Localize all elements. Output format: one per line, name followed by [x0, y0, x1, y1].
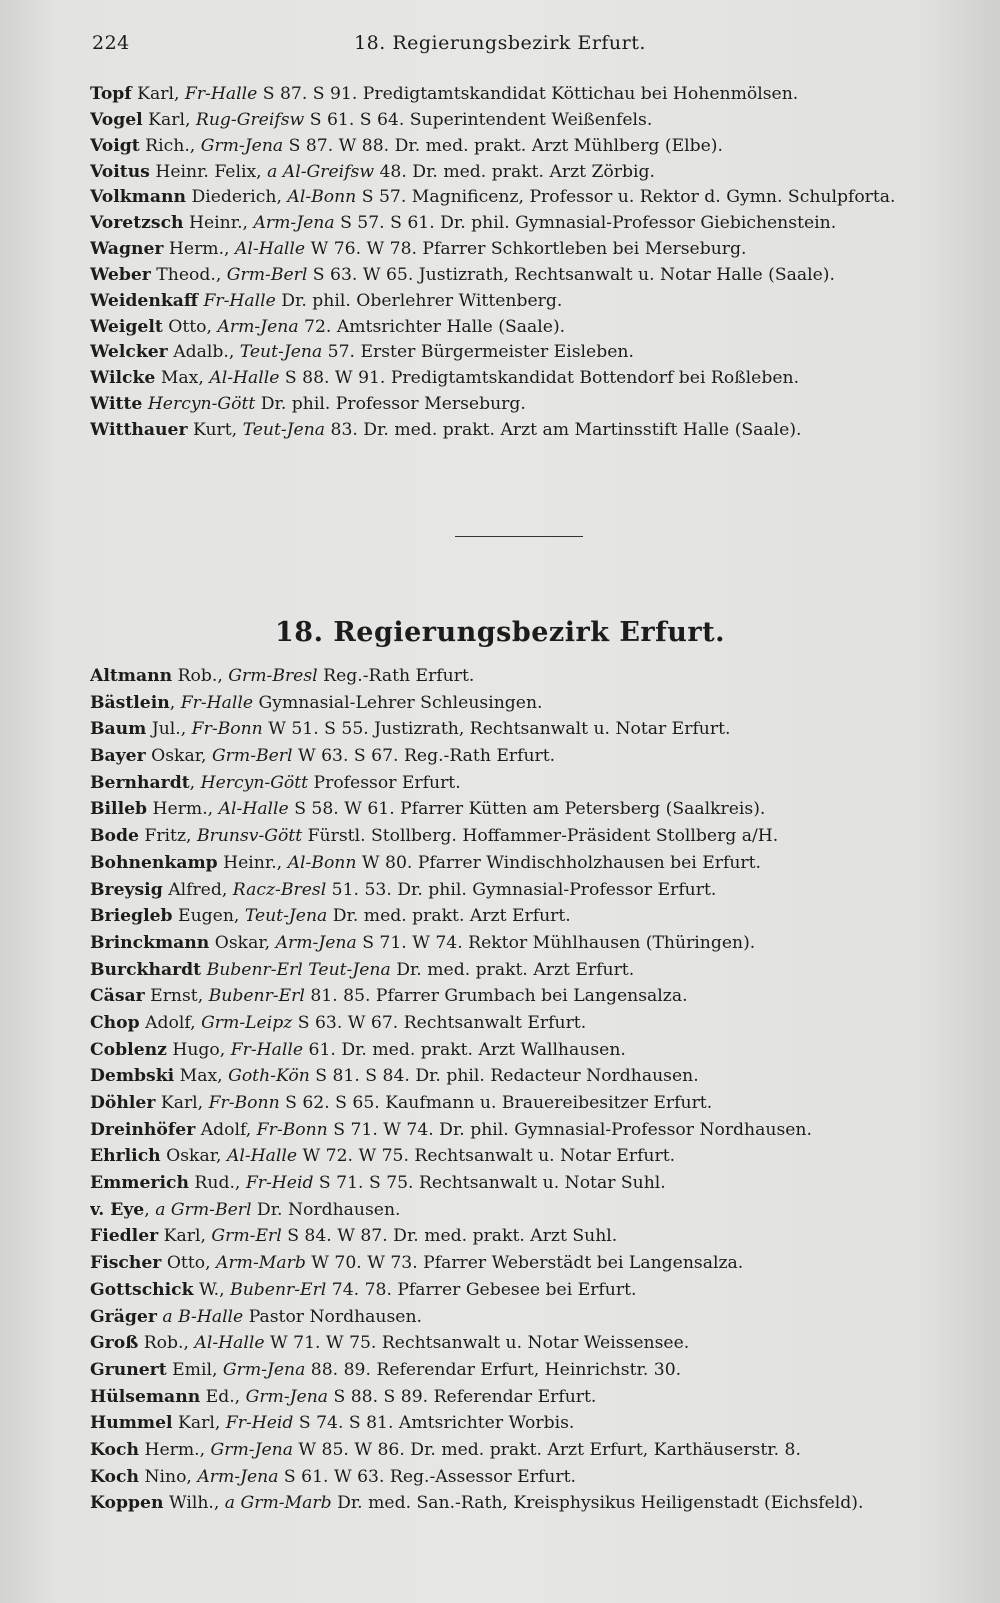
entry-given-name: Heinr. Felix,	[149, 161, 268, 182]
entry-details: 74. 78. Pfarrer Gebesee bei Erfurt.	[326, 1279, 637, 1300]
directory-entry	[90, 690, 960, 717]
entry-given-name: Rud.,	[188, 1173, 246, 1194]
directory-entry	[90, 134, 960, 160]
entry-surname: Witthauer	[90, 419, 188, 440]
entry-fraternity: Arm-Jena	[197, 1466, 279, 1487]
entry-surname: Bohnenkamp	[90, 852, 218, 873]
entry-details: S 71. W 74. Dr. phil. Gymnasial-Professor Nordhausen.	[327, 1119, 812, 1140]
entry-given-name: Rob.,	[138, 1333, 195, 1354]
entry-surname: Ehrlich	[90, 1146, 161, 1167]
entry-surname: Voigt	[90, 135, 140, 156]
entry-surname: Witte	[90, 394, 143, 415]
entry-fraternity: Al-Bonn	[287, 187, 357, 208]
entry-surname: Vogel	[90, 109, 143, 130]
directory-entry	[90, 1037, 960, 1064]
entry-details: S 88. S 89. Referendar Erfurt.	[328, 1386, 597, 1407]
entry-given-name: Otto,	[162, 316, 218, 337]
entry-surname: Gottschick	[90, 1279, 194, 1300]
entry-fraternity: a Grm-Marb	[224, 1493, 332, 1514]
entry-given-name: Adolf,	[195, 1119, 257, 1140]
entry-fraternity: Fr-Heid	[225, 1413, 294, 1434]
directory-entry	[90, 160, 960, 186]
directory-entry	[90, 716, 960, 743]
entry-details: S 88. W 91. Predigtamtskandidat Bottendorf bei Roßleben.	[279, 368, 800, 389]
directory-entry	[90, 1464, 960, 1491]
entry-given-name: ,	[144, 1199, 156, 1220]
entry-details: 88. 89. Referendar Erfurt, Heinrichstr. 30.	[305, 1359, 682, 1380]
entry-given-name: Herm.,	[139, 1439, 211, 1460]
entry-details: Fürstl. Stollberg. Hoffammer-Präsident Stollberg a/H.	[302, 826, 779, 847]
entry-details: W 80. Pfarrer Windischholzhausen bei Erfurt.	[356, 852, 762, 873]
entry-fraternity: Grm-Jena	[245, 1386, 329, 1407]
entry-details: Dr. med. San.-Rath, Kreisphysikus Heiligenstadt (Eichsfeld).	[331, 1493, 864, 1514]
entry-details: 83. Dr. med. prakt. Arzt am Martinsstift Halle (Saale).	[325, 419, 802, 440]
entry-details: S 57. S 61. Dr. phil. Gymnasial-Professor Giebichenstein.	[334, 213, 837, 234]
entry-surname: Voretzsch	[90, 213, 184, 234]
entry-surname: Breysig	[90, 879, 163, 900]
entry-fraternity: Grm-Jena	[210, 1439, 293, 1460]
entry-fraternity: Fr-Bonn	[191, 719, 263, 740]
entry-fraternity: Al-Halle	[234, 239, 306, 260]
entry-given-name: Herm.,	[147, 799, 219, 820]
entry-details: Reg.-Rath Erfurt.	[317, 666, 475, 686]
entry-surname: Weigelt	[90, 316, 163, 337]
directory-entry	[90, 850, 960, 877]
directory-entry	[90, 340, 960, 366]
directory-entry	[90, 1277, 960, 1304]
entry-surname: Groß	[90, 1333, 139, 1354]
directory-entry	[90, 108, 960, 134]
entry-given-name: Heinr.,	[183, 213, 254, 234]
entry-surname: Bayer	[90, 746, 146, 767]
entry-details: S 63. W 67. Rechtsanwalt Erfurt.	[292, 1012, 587, 1033]
entry-fraternity: Fr-Halle	[180, 692, 254, 713]
entry-given-name: Fritz,	[138, 826, 197, 847]
directory-entry	[90, 1063, 960, 1090]
entry-fraternity: Grm-Bresl	[228, 666, 318, 686]
entry-details: W 51. S 55. Justizrath, Rechtsanwalt u. Notar Erfurt.	[262, 719, 731, 740]
directory-entry	[90, 418, 960, 444]
entry-fraternity: a Al-Greifsw	[267, 161, 375, 182]
entry-details: 57. Erster Bürgermeister Eisleben.	[322, 342, 634, 363]
entry-fraternity: Al-Halle	[226, 1146, 298, 1167]
entry-fraternity: Al-Bonn	[287, 852, 357, 873]
entry-surname: Gräger	[90, 1306, 157, 1327]
entry-fraternity: Grm-Leipz	[201, 1012, 293, 1033]
entry-given-name: Alfred,	[162, 879, 233, 900]
entry-details: S 74. S 81. Amtsrichter Worbis.	[293, 1413, 575, 1434]
entry-given-name: Diederich,	[185, 187, 288, 208]
entry-details: S 81. S 84. Dr. phil. Redacteur Nordhausen.	[309, 1066, 699, 1087]
entry-surname: Billeb	[90, 799, 148, 820]
entry-fraternity: Teut-Jena	[239, 342, 323, 363]
entry-given-name: Karl,	[155, 1093, 209, 1113]
entry-given-name: Adolf,	[139, 1012, 202, 1033]
entry-given-name: Nino,	[139, 1466, 198, 1487]
entry-details: S 87. W 88. Dr. med. prakt. Arzt Mühlberg (Elbe).	[283, 135, 723, 156]
entry-given-name: Herm.,	[163, 239, 235, 260]
entry-given-name: Oskar,	[145, 746, 212, 767]
entry-surname: Emmerich	[90, 1173, 189, 1194]
entry-given-name: Eugen,	[172, 906, 245, 927]
entry-list-bottom	[90, 663, 960, 1517]
directory-entry	[90, 211, 960, 237]
entry-surname: Topf	[90, 84, 132, 104]
entry-given-name: Oskar,	[209, 932, 276, 953]
entry-fraternity: Rug-Greifsw	[195, 109, 305, 130]
entry-fraternity: Arm-Jena	[217, 316, 299, 337]
entry-surname: Bode	[90, 826, 139, 847]
entry-given-name: Hugo,	[166, 1039, 231, 1060]
entry-fraternity: Fr-Halle	[230, 1039, 304, 1060]
entry-fraternity: a Grm-Berl	[155, 1199, 252, 1220]
entry-fraternity: Arm-Marb	[216, 1253, 306, 1274]
entry-surname: Weber	[90, 264, 151, 285]
entry-fraternity: a B-Halle	[162, 1306, 244, 1327]
entry-details: S 61. W 63. Reg.-Assessor Erfurt.	[278, 1466, 576, 1487]
entry-fraternity: Teut-Jena	[244, 906, 328, 927]
directory-entry	[90, 82, 960, 108]
entry-surname: Briegleb	[90, 906, 173, 927]
entry-surname: Bästlein	[90, 692, 170, 713]
entry-given-name: Karl,	[158, 1226, 212, 1247]
entry-details: Professor Erfurt.	[308, 772, 461, 793]
entry-fraternity: Fr-Halle	[184, 84, 258, 104]
entry-details: Pastor Nordhausen.	[243, 1306, 423, 1327]
entry-details: W 63. S 67. Reg.-Rath Erfurt.	[292, 746, 556, 767]
entry-fraternity: Arm-Jena	[275, 932, 357, 953]
entry-given-name: Rob.,	[172, 666, 229, 686]
entry-given-name: Karl,	[131, 84, 185, 104]
directory-entry	[90, 315, 960, 341]
directory-entry	[90, 823, 960, 850]
entry-fraternity: Al-Halle	[218, 799, 289, 820]
page-number: 224	[92, 32, 130, 54]
directory-entry	[90, 1357, 960, 1384]
entry-given-name: Rich.,	[139, 135, 201, 156]
entry-details: S 58. W 61. Pfarrer Kütten am Petersberg (Saalkreis).	[288, 799, 766, 820]
entry-surname: Coblenz	[90, 1039, 167, 1060]
directory-entry	[90, 957, 960, 984]
entry-surname: Koch	[90, 1466, 139, 1487]
entry-given-name: Ernst,	[144, 986, 209, 1007]
directory-entry	[90, 1223, 960, 1250]
entry-fraternity: Bubenr-Erl	[208, 986, 305, 1007]
entry-details: 61. Dr. med. prakt. Arzt Wallhausen.	[303, 1039, 626, 1060]
entry-surname: Wilcke	[90, 368, 156, 389]
entry-surname: Burckhardt	[90, 959, 202, 980]
directory-entry	[90, 289, 960, 315]
directory-entry	[90, 1437, 960, 1464]
entry-details: W 72. W 75. Rechtsanwalt u. Notar Erfurt.	[297, 1146, 676, 1167]
entry-given-name: Ed.,	[200, 1386, 246, 1407]
entry-given-name: Jul.,	[146, 719, 192, 740]
entry-details: Dr. med. prakt. Arzt Erfurt.	[390, 959, 635, 980]
entry-details: W 71. W 75. Rechtsanwalt u. Notar Weissensee.	[264, 1333, 690, 1354]
entry-surname: Altmann	[90, 666, 173, 686]
directory-entry	[90, 185, 960, 211]
directory-entry	[90, 263, 960, 289]
directory-entry	[90, 237, 960, 263]
entry-details: 81. 85. Pfarrer Grumbach bei Langensalza.	[304, 986, 688, 1007]
entry-fraternity: Grm-Berl	[211, 746, 293, 767]
entry-given-name: Max,	[174, 1066, 229, 1087]
entry-surname: Cäsar	[90, 986, 145, 1007]
section-divider	[455, 536, 583, 537]
entry-given-name: Kurt,	[187, 419, 243, 440]
entry-details: 48. Dr. med. prakt. Arzt Zörbig.	[374, 161, 655, 182]
entry-details: S 57. Magnificenz, Professor u. Rektor d. Gymn. Schulpforta.	[356, 187, 896, 208]
entry-given-name: ,	[189, 772, 201, 793]
entry-given-name: W.,	[193, 1279, 231, 1300]
entry-surname: Brinckmann	[90, 932, 210, 953]
entry-details: Dr. phil. Professor Merseburg.	[255, 394, 526, 415]
directory-entry	[90, 770, 960, 797]
entry-surname: Dembski	[90, 1066, 175, 1087]
entry-details: S 61. S 64. Superintendent Weißenfels.	[304, 109, 653, 130]
directory-entry	[90, 1010, 960, 1037]
entry-fraternity: Fr-Bonn	[256, 1119, 328, 1140]
directory-entry	[90, 663, 960, 690]
section-title: 18. Regierungsbezirk Erfurt.	[275, 617, 725, 648]
entry-surname: Voitus	[90, 161, 150, 182]
entry-surname: Fiedler	[90, 1226, 159, 1247]
directory-entry	[90, 903, 960, 930]
entry-surname: Wagner	[90, 239, 164, 260]
entry-fraternity: Brunsv-Gött	[196, 826, 303, 847]
entry-fraternity: Teut-Jena	[242, 419, 326, 440]
directory-entry	[90, 1170, 960, 1197]
entry-surname: Döhler	[90, 1093, 156, 1113]
entry-fraternity: Hercyn-Gött	[200, 772, 309, 793]
entry-given-name: Wilh.,	[163, 1493, 225, 1514]
entry-details: S 63. W 65. Justizrath, Rechtsanwalt u. Notar Halle (Saale).	[307, 264, 835, 285]
directory-entry	[90, 366, 960, 392]
directory-entry	[90, 877, 960, 904]
entry-fraternity: Al-Halle	[194, 1333, 265, 1354]
entry-surname: Koppen	[90, 1493, 164, 1514]
directory-entry	[90, 1410, 960, 1437]
entry-fraternity: Fr-Halle	[203, 290, 276, 311]
entry-details: S 71. S 75. Rechtsanwalt u. Notar Suhl.	[313, 1173, 666, 1194]
entry-details: 72. Amtsrichter Halle (Saale).	[298, 316, 566, 337]
entry-surname: Koch	[90, 1439, 139, 1460]
entry-surname: Fischer	[90, 1253, 162, 1274]
entry-given-name: Max,	[155, 368, 210, 389]
entry-given-name: Theod.,	[150, 264, 227, 285]
entry-details: W 76. W 78. Pfarrer Schkortleben bei Merseburg.	[305, 239, 747, 260]
directory-entry	[90, 743, 960, 770]
entry-surname: Hummel	[90, 1413, 173, 1434]
entry-details: W 70. W 73. Pfarrer Weberstädt bei Langensalza.	[305, 1253, 744, 1274]
entry-fraternity: Goth-Kön	[228, 1066, 310, 1087]
entry-details: Dr. med. prakt. Arzt Erfurt.	[327, 906, 571, 927]
entry-given-name: Heinr.,	[217, 852, 288, 873]
entry-fraternity: Grm-Erl	[211, 1226, 282, 1247]
entry-fraternity: Fr-Heid	[245, 1173, 314, 1194]
entry-surname: Chop	[90, 1012, 140, 1033]
entry-surname: Weidenkaff	[90, 290, 198, 311]
entry-given-name: Karl,	[142, 109, 196, 130]
entry-details: S 84. W 87. Dr. med. prakt. Arzt Suhl.	[281, 1226, 618, 1247]
entry-details: Gymnasial-Lehrer Schleusingen.	[253, 692, 543, 713]
entry-given-name: Oskar,	[160, 1146, 227, 1167]
directory-entry	[90, 1090, 960, 1117]
entry-fraternity: Grm-Berl	[226, 264, 308, 285]
entry-given-name: Otto,	[161, 1253, 217, 1274]
entry-fraternity: Grm-Jena	[222, 1359, 306, 1380]
entry-details: S 62. S 65. Kaufmann u. Brauereibesitzer Erfurt.	[279, 1093, 713, 1113]
entry-details: W 85. W 86. Dr. med. prakt. Arzt Erfurt, Karthäuserstr. 8.	[292, 1439, 801, 1460]
entry-fraternity: Bubenr-Erl	[230, 1279, 327, 1300]
entry-fraternity: Bubenr-Erl Teut-Jena	[206, 959, 391, 980]
entry-surname: Dreinhöfer	[90, 1119, 196, 1140]
entry-fraternity: Racz-Bresl	[232, 879, 327, 900]
directory-entry	[90, 1197, 960, 1224]
entry-surname: Welcker	[90, 342, 168, 363]
directory-entry	[90, 930, 960, 957]
entry-details: S 87. S 91. Predigtamtskandidat Köttichau bei Hohenmölsen.	[257, 84, 799, 104]
entry-given-name: Emil,	[166, 1359, 223, 1380]
entry-fraternity: Arm-Jena	[253, 213, 335, 234]
entry-surname: Hülsemann	[90, 1386, 201, 1407]
entry-surname: v. Eye	[90, 1199, 145, 1220]
entry-fraternity: Fr-Bonn	[208, 1093, 280, 1113]
entry-surname: Volkmann	[90, 187, 186, 208]
entry-details: Dr. Nordhausen.	[251, 1199, 401, 1220]
entry-given-name: Karl,	[172, 1413, 226, 1434]
directory-entry	[90, 1304, 960, 1331]
directory-entry	[90, 1250, 960, 1277]
entry-given-name: ,	[169, 692, 181, 713]
entry-fraternity: Grm-Jena	[200, 135, 284, 156]
entry-details: S 71. W 74. Rektor Mühlhausen (Thüringen).	[356, 932, 756, 953]
entry-surname: Baum	[90, 719, 147, 740]
directory-entry	[90, 1143, 960, 1170]
directory-entry	[90, 983, 960, 1010]
directory-entry	[90, 392, 960, 418]
entry-given-name: Adalb.,	[167, 342, 240, 363]
entry-fraternity: Al-Halle	[209, 368, 280, 389]
entry-details: Dr. phil. Oberlehrer Wittenberg.	[275, 290, 563, 311]
entry-surname: Bernhardt	[90, 772, 190, 793]
entry-surname: Grunert	[90, 1359, 167, 1380]
directory-entry	[90, 1490, 960, 1517]
directory-entry	[90, 796, 960, 823]
directory-entry	[90, 1117, 960, 1144]
entry-fraternity: Hercyn-Gött	[147, 394, 256, 415]
entry-details: 51. 53. Dr. phil. Gymnasial-Professor Erfurt.	[326, 879, 717, 900]
entry-list-top	[90, 82, 960, 444]
running-title: 18. Regierungsbezirk Erfurt.	[354, 32, 646, 54]
page-header	[92, 32, 908, 62]
directory-entry	[90, 1384, 960, 1411]
directory-entry	[90, 1330, 960, 1357]
